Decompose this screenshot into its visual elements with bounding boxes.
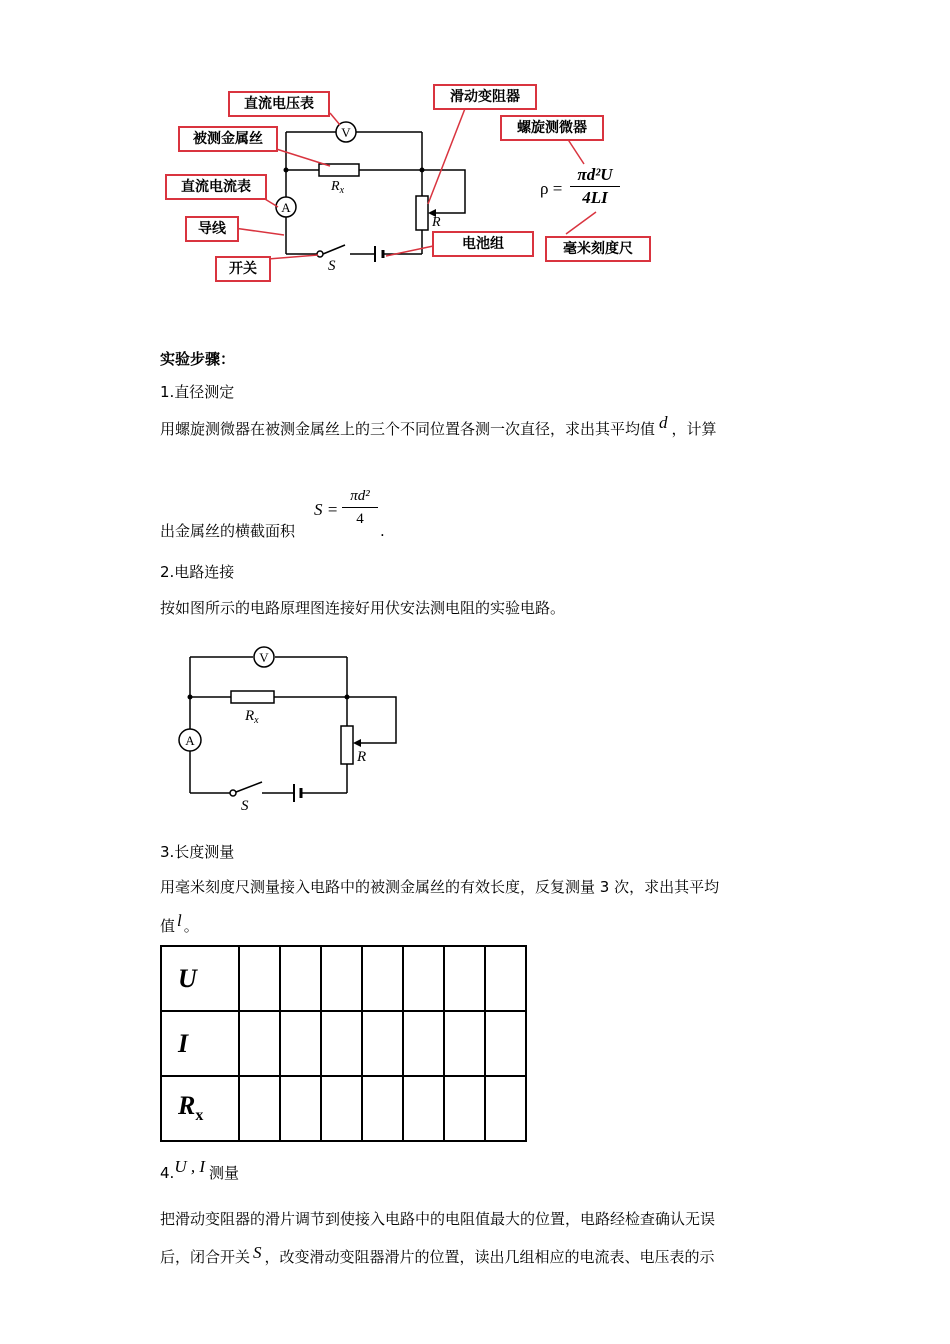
step3-text2: 值 (160, 917, 176, 935)
step1-line1 (160, 413, 717, 439)
callout-switch: 开关 (215, 256, 271, 282)
rheostat-label: R (357, 749, 367, 765)
callout-voltmeter: 直流电压表 (228, 91, 330, 117)
step2-heading: 2.电路连接 (160, 563, 235, 581)
rx-label: $R_x$ (245, 708, 259, 726)
row-label-i: I (161, 1011, 239, 1076)
table-row (161, 1076, 526, 1141)
row-label-rx: $R_x$ (161, 1076, 239, 1141)
step4-line1: 把滑动变阻器的滑片调节到使接入电路中的电阻值最大的位置，电路经检查确认无误 (160, 1210, 716, 1228)
table-cell (444, 1076, 485, 1141)
callout-ruler: 毫米刻度尺 (545, 236, 651, 262)
table-cell (280, 1011, 321, 1076)
step4-line2a: 后，闭合开关 (160, 1248, 251, 1266)
callout-ammeter: 直流电流表 (165, 174, 267, 200)
table-row (161, 1011, 526, 1076)
var-S: S (253, 1243, 262, 1262)
ammeter-letter: A (185, 733, 195, 748)
table-cell (485, 1011, 526, 1076)
table-cell (362, 1011, 403, 1076)
callout-rheostat: 滑动变阻器 (433, 84, 537, 110)
table-cell (239, 946, 280, 1011)
callout-battery: 电池组 (432, 231, 534, 257)
rheostat-symbol (416, 196, 428, 230)
section-title: 实验步骤： (160, 350, 236, 368)
voltmeter-letter: V (341, 125, 351, 140)
step3-line1: 用毫米刻度尺测量接入电路中的被测金属丝的有效长度，反复测量 3 次，求出其平均 (160, 878, 720, 896)
table-cell (362, 1076, 403, 1141)
step1-heading: 1.直径测定 (160, 383, 235, 401)
rx-resistor (231, 691, 274, 703)
rx-label: $R_x$ (331, 179, 345, 196)
table-cell (403, 1011, 444, 1076)
table-cell (239, 1011, 280, 1076)
step4-line2b: ，改变滑动变阻器滑片的位置，读出几组相应的电流表、电压表的示 (264, 1248, 715, 1266)
resistivity-formula-fraction (570, 164, 620, 209)
step4-num: 4. (160, 1164, 175, 1182)
table-cell (321, 1076, 362, 1141)
step3-text2-end: 。 (183, 917, 199, 935)
rx-resistor (319, 164, 359, 176)
table-cell (485, 946, 526, 1011)
table-cell (280, 1076, 321, 1141)
table-row (161, 946, 526, 1011)
step4-heading (160, 1157, 240, 1183)
switch-label: S (241, 798, 249, 814)
table-cell (403, 946, 444, 1011)
row-label-u: U (161, 946, 239, 1011)
step1-text1: 用螺旋测微器在被测金属丝上的三个不同位置各测一次直径，求出其平均值 (160, 420, 656, 438)
table-cell (444, 946, 485, 1011)
step3-heading: 3.长度测量 (160, 843, 235, 861)
circuit-schematic (170, 640, 420, 820)
area-formula-lhs: S = (314, 500, 339, 519)
table-cell (444, 1011, 485, 1076)
step4-vars: U , I (174, 1157, 206, 1176)
var-d: d (659, 413, 668, 432)
rheostat-label: R (432, 215, 441, 230)
resistivity-formula-lhs: ρ = (540, 179, 563, 198)
step4-line2 (160, 1243, 715, 1267)
step2-text: 按如图所示的电路原理图连接好用伏安法测电阻的实验电路。 (160, 599, 566, 617)
ammeter-letter: A (281, 200, 291, 215)
switch-pivot (230, 790, 236, 796)
callout-wire-under-test: 被测金属丝 (178, 126, 278, 152)
area-formula-period: . (380, 522, 385, 540)
table-cell (239, 1076, 280, 1141)
switch-pivot (317, 251, 323, 257)
table-cell (321, 1011, 362, 1076)
resistivity-formula-denominator: 4LI (582, 188, 608, 207)
table-cell (362, 946, 403, 1011)
table-cell (280, 946, 321, 1011)
step1-line2: 出金属丝的横截面积 (160, 522, 296, 540)
table-cell (321, 946, 362, 1011)
resistivity-formula-numerator: πd²U (577, 165, 613, 184)
switch-label: S (328, 258, 336, 274)
area-formula-numerator: πd² (350, 488, 370, 504)
rheostat-symbol (341, 726, 353, 764)
area-formula-denominator: 4 (356, 511, 364, 527)
measurement-table (160, 945, 527, 1142)
area-formula-fraction (342, 485, 378, 530)
callout-lead-wire: 导线 (185, 216, 239, 242)
step4-heading-text: 测量 (209, 1164, 240, 1182)
callout-micrometer: 螺旋测微器 (500, 115, 604, 141)
voltmeter-letter: V (259, 650, 269, 665)
table-cell (485, 1076, 526, 1141)
var-l: l (177, 911, 182, 930)
table-cell (403, 1076, 444, 1141)
step1-text1-end: ，计算 (671, 420, 717, 438)
step3-line2 (160, 911, 199, 936)
